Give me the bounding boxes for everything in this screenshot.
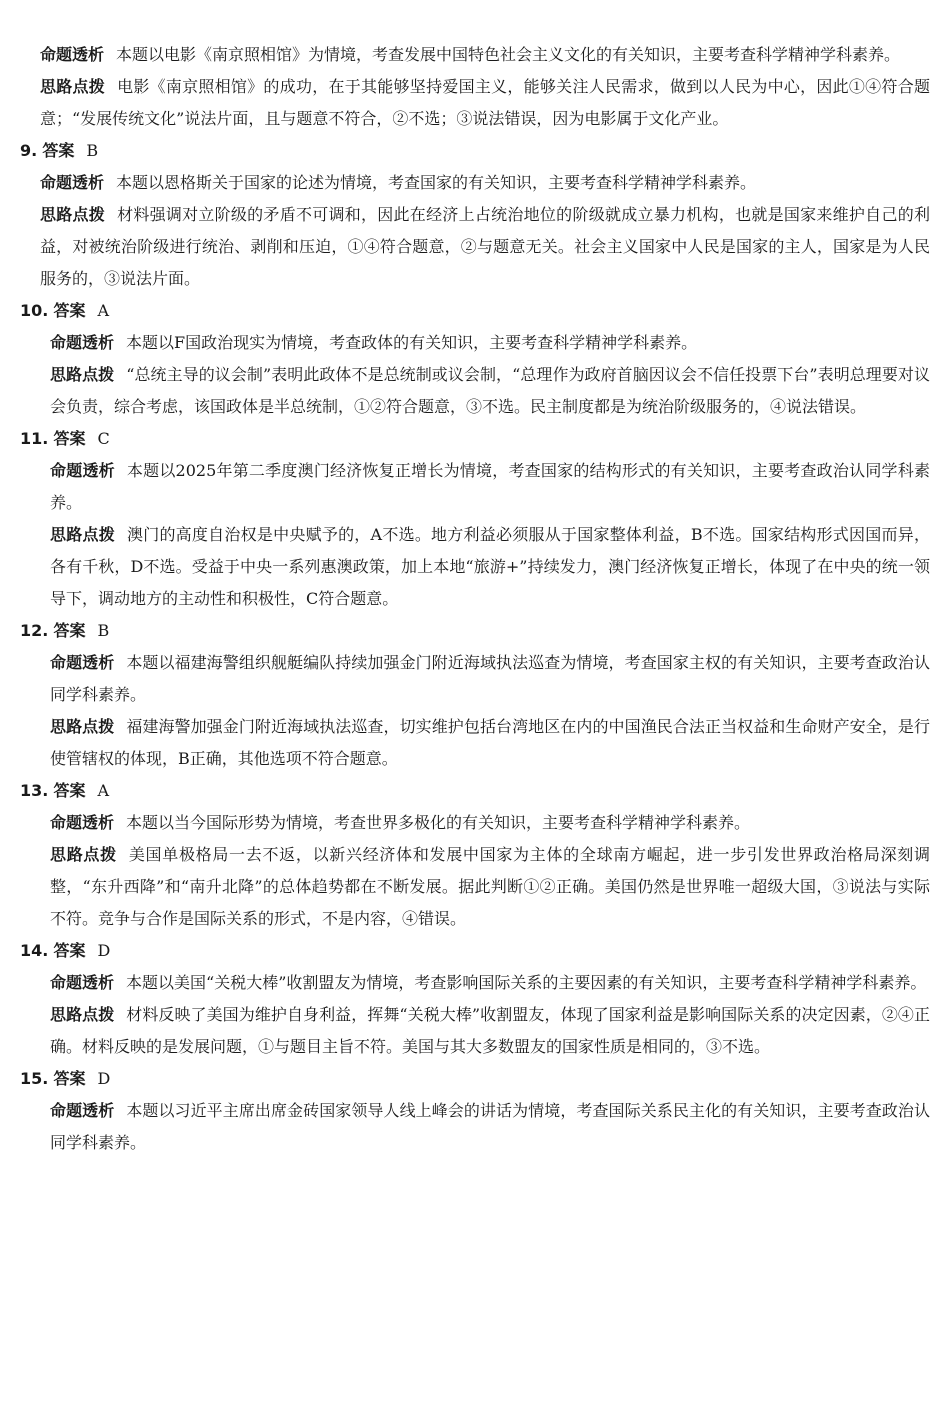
answer-item-11 <box>20 423 930 615</box>
mingti-touxi-paragraph <box>20 967 930 999</box>
silu-dianbo-paragraph <box>20 359 930 423</box>
question-number: 11. <box>20 429 49 448</box>
mingti-touxi-label: 命题透析 <box>50 813 115 832</box>
silu-dianbo-paragraph <box>20 519 930 615</box>
answer-label: 答案 <box>53 621 86 640</box>
answer-item-12 <box>20 615 930 775</box>
mingti-touxi-text: 本题以电影《南京照相馆》为情境，考查发展中国特色社会主义文化的有关知识，主要考查科学精神学科素养。 <box>116 45 901 64</box>
answer-item-15 <box>20 1063 930 1159</box>
mingti-touxi-paragraph <box>20 1095 930 1159</box>
intro-block <box>20 39 930 135</box>
mingti-touxi-label: 命题透析 <box>40 45 105 64</box>
answer-line <box>20 1063 930 1095</box>
answer-label: 答案 <box>53 429 86 448</box>
silu-dianbo-text: 美国单极格局一去不返，以新兴经济体和发展中国家为主体的全球南方崛起，进一步引发世界政治格局深刻调整，“东升西降”和“南升北降”的总体趋势都在不断发展。据此判断①②正确。美国仍然是世界唯一超级大国，③说法与实际不符。竞争与合作是国际关系的形式，不是内容，④错误。 <box>50 845 930 928</box>
question-number: 14. <box>20 941 49 960</box>
question-number: 9. <box>20 141 38 160</box>
mingti-touxi-label: 命题透析 <box>40 173 105 192</box>
answer-item-9 <box>20 135 930 295</box>
silu-dianbo-text: “总统主导的议会制”表明此政体不是总统制或议会制，“总理作为政府首脑因议会不信任投票下台”表明总理要对议会负责，综合考虑，该国政体是半总统制，①②符合题意，③不选。民主制度都是为统治阶级服务的，④说法错误。 <box>50 365 930 416</box>
mingti-touxi-paragraph <box>20 167 930 199</box>
question-number: 12. <box>20 621 49 640</box>
answer-value: C <box>97 429 110 448</box>
silu-dianbo-label: 思路点拨 <box>40 77 106 96</box>
question-number: 10. <box>20 301 49 320</box>
mingti-touxi-text: 本题以福建海警组织舰艇编队持续加强金门附近海域执法巡查为情境，考查国家主权的有关知识，主要考查政治认同学科素养。 <box>50 653 930 704</box>
silu-dianbo-label: 思路点拨 <box>50 845 117 864</box>
answer-value: B <box>86 141 99 160</box>
silu-dianbo-text: 福建海警加强金门附近海域执法巡查，切实维护包括台湾地区在内的中国渔民合法正当权益和生命财产安全，是行使管辖权的体现，B正确，其他选项不符合题意。 <box>50 717 930 768</box>
mingti-touxi-label: 命题透析 <box>50 1101 115 1120</box>
answer-value: B <box>97 621 110 640</box>
mingti-touxi-text: 本题以习近平主席出席金砖国家领导人线上峰会的讲话为情境，考查国际关系民主化的有关知识，主要考查政治认同学科素养。 <box>50 1101 930 1152</box>
mingti-touxi-text: 本题以2025年第二季度澳门经济恢复正增长为情境，考查国家的结构形式的有关知识，主要考查政治认同学科素养。 <box>50 461 930 512</box>
silu-dianbo-text: 材料强调对立阶级的矛盾不可调和，因此在经济上占统治地位的阶级就成立暴力机构，也就是国家来维护自己的利益，对被统治阶级进行统治、剥削和压迫，①④符合题意，②与题意无关。社会主义国家中人民是国家的主人，国家是为人民服务的，③说法片面。 <box>40 205 930 288</box>
answer-line <box>20 135 930 167</box>
answer-label: 答案 <box>42 141 75 160</box>
silu-dianbo-text: 澳门的高度自治权是中央赋予的，A不选。地方利益必须服从于国家整体利益，B不选。国家结构形式因国而异，各有千秋，D不选。受益于中央一系列惠澳政策，加上本地“旅游+”持续发力，澳门经济恢复正增长，体现了在中央的统一领导下，调动地方的主动性和积极性，C符合题意。 <box>50 525 930 608</box>
mingti-touxi-paragraph <box>20 455 930 519</box>
mingti-touxi-text: 本题以恩格斯关于国家的论述为情境，考查国家的有关知识，主要考查科学精神学科素养。 <box>116 173 757 192</box>
mingti-touxi-label: 命题透析 <box>50 461 115 480</box>
answer-item-14 <box>20 935 930 1063</box>
mingti-touxi-label: 命题透析 <box>50 973 115 992</box>
silu-dianbo-label: 思路点拨 <box>50 365 115 384</box>
answer-label: 答案 <box>53 941 86 960</box>
mingti-touxi-paragraph <box>20 807 930 839</box>
question-number: 13. <box>20 781 49 800</box>
answer-value: A <box>97 301 110 320</box>
mingti-touxi-paragraph <box>20 39 930 71</box>
answer-item-10 <box>20 295 930 423</box>
answer-value: D <box>97 941 111 960</box>
silu-dianbo-paragraph <box>20 71 930 135</box>
silu-dianbo-paragraph <box>20 199 930 295</box>
answer-label: 答案 <box>53 781 86 800</box>
answer-value: A <box>97 781 110 800</box>
answer-line <box>20 935 930 967</box>
silu-dianbo-paragraph <box>20 999 930 1063</box>
mingti-touxi-paragraph <box>20 327 930 359</box>
answer-label: 答案 <box>53 301 86 320</box>
mingti-touxi-text: 本题以当今国际形势为情境，考查世界多极化的有关知识，主要考查科学精神学科素养。 <box>126 813 751 832</box>
question-number: 15. <box>20 1069 49 1088</box>
silu-dianbo-label: 思路点拨 <box>50 717 115 736</box>
silu-dianbo-label: 思路点拨 <box>50 525 115 544</box>
mingti-touxi-label: 命题透析 <box>50 653 115 672</box>
silu-dianbo-label: 思路点拨 <box>40 205 106 224</box>
mingti-touxi-text: 本题以F国政治现实为情境，考查政体的有关知识，主要考查科学精神学科素养。 <box>126 333 698 352</box>
answer-item-13 <box>20 775 930 935</box>
silu-dianbo-paragraph <box>20 839 930 935</box>
silu-dianbo-paragraph <box>20 711 930 775</box>
silu-dianbo-text: 电影《南京照相馆》的成功，在于其能够坚持爱国主义，能够关注人民需求，做到以人民为中心，因此①④符合题意；“发展传统文化”说法片面，且与题意不符合，②不选；③说法错误，因为电影属于文化产业。 <box>40 77 930 128</box>
mingti-touxi-text: 本题以美国“关税大棒”收割盟友为情境，考查影响国际关系的主要因素的有关知识，主要考查科学精神学科素养。 <box>126 973 927 992</box>
answer-line <box>20 775 930 807</box>
silu-dianbo-label: 思路点拨 <box>50 1005 115 1024</box>
answer-value: D <box>97 1069 111 1088</box>
mingti-touxi-paragraph <box>20 647 930 711</box>
mingti-touxi-label: 命题透析 <box>50 333 115 352</box>
answer-label: 答案 <box>53 1069 86 1088</box>
answer-line <box>20 295 930 327</box>
answer-line <box>20 423 930 455</box>
silu-dianbo-text: 材料反映了美国为维护自身利益，挥舞“关税大棒”收割盟友，体现了国家利益是影响国际关系的决定因素，②④正确。材料反映的是发展问题，①与题目主旨不符。美国与其大多数盟友的国家性质是相同的，③不选。 <box>50 1005 930 1056</box>
answer-line <box>20 615 930 647</box>
